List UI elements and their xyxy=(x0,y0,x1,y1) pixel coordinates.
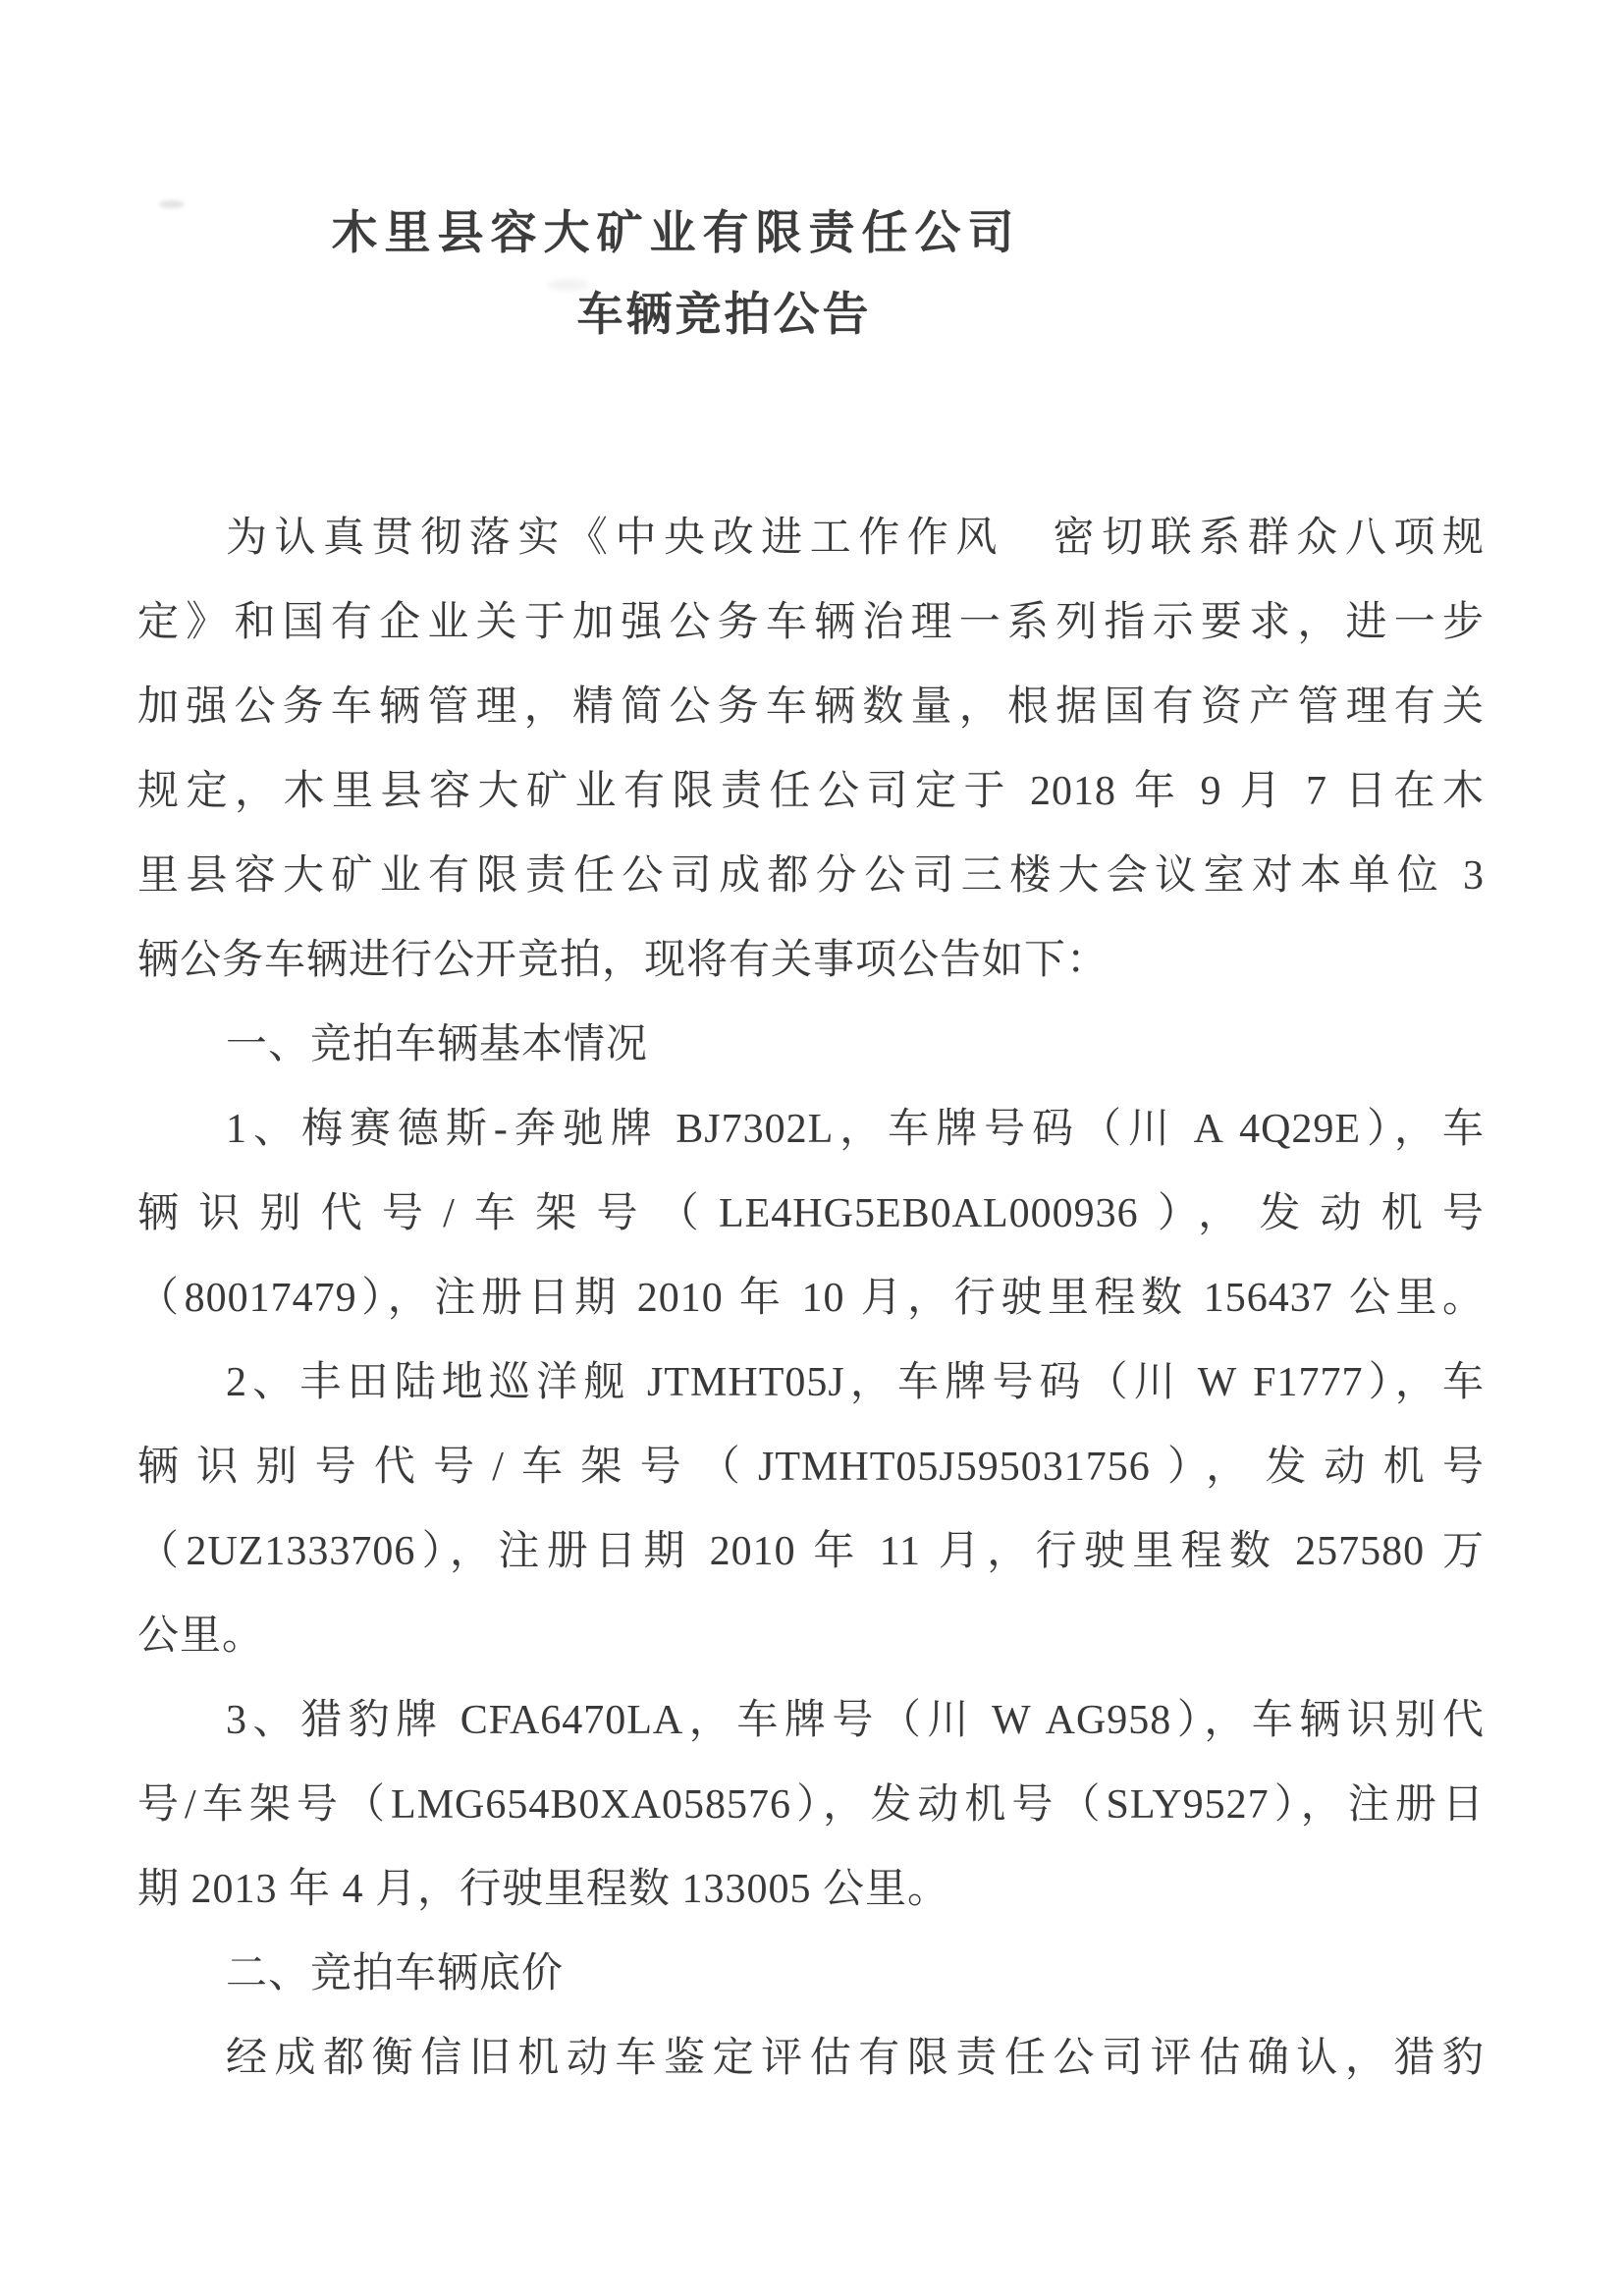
section-2-heading: 二、竞拍车辆底价 xyxy=(226,1951,565,1996)
intro-line-6: 辆公务车辆进行公开竞拍，现将有关事项公告如下： xyxy=(137,938,1109,983)
intro-line-1: 为认真贯彻落实《中央改进工作作风 密切联系群众八项规 xyxy=(226,516,1485,561)
section-1-heading: 一、竞拍车辆基本情况 xyxy=(226,1022,649,1067)
intro-line-3: 加强公务车辆管理，精简公务车辆数量，根据国有资产管理有关 xyxy=(137,684,1485,730)
item-2-line-2: 辆识别号代号/车架号（JTMHT05J595031756），发动机号 xyxy=(137,1445,1485,1490)
document-body xyxy=(137,496,1485,2101)
item-2-line-3: （2UZ1333706），注册日期 2010 年 11 月，行驶里程数 257580 万 xyxy=(137,1529,1485,1574)
section-2-line-1: 经成都衡信旧机动车鉴定评估有限责任公司评估确认，猎豹 xyxy=(226,2036,1485,2081)
intro-line-4: 规定，木里县容大矿业有限责任公司定于 2018 年 9 月 7 日在木 xyxy=(137,769,1485,814)
document-title: 木里县容大矿业有限责任公司 xyxy=(331,208,1021,259)
item-1-line-2: 辆识别代号/车架号（LE4HG5EB0AL000936），发动机号 xyxy=(137,1191,1485,1236)
item-3-line-2: 号/车架号（LMG654B0XA058576），发动机号（SLY9527），注册日 xyxy=(137,1782,1485,1828)
document-subtitle: 车辆竞拍公告 xyxy=(576,290,872,341)
item-2-line-1: 2、丰田陆地巡洋舰 JTMHT05J，车牌号码（川 W F1777），车 xyxy=(226,1360,1485,1405)
intro-line-5: 里县容大矿业有限责任公司成都分公司三楼大会议室对本单位 3 xyxy=(137,853,1485,899)
item-3-line-1: 3、猎豹牌 CFA6470LA，车牌号（川 W AG958），车辆识别代 xyxy=(226,1698,1485,1743)
item-1-line-1: 1、梅赛德斯-奔驰牌 BJ7302L，车牌号码（川 A 4Q29E），车 xyxy=(226,1107,1485,1152)
item-3-line-3: 期 2013 年 4 月，行驶里程数 133005 公里。 xyxy=(137,1867,950,1912)
item-1-line-3: （80017479），注册日期 2010 年 10 月，行驶里程数 156437 公里。 xyxy=(137,1276,1485,1321)
item-2-line-4: 公里。 xyxy=(137,1613,265,1659)
intro-line-2: 定》和国有企业关于加强公务车辆治理一系列指示要求，进一步 xyxy=(137,600,1485,645)
